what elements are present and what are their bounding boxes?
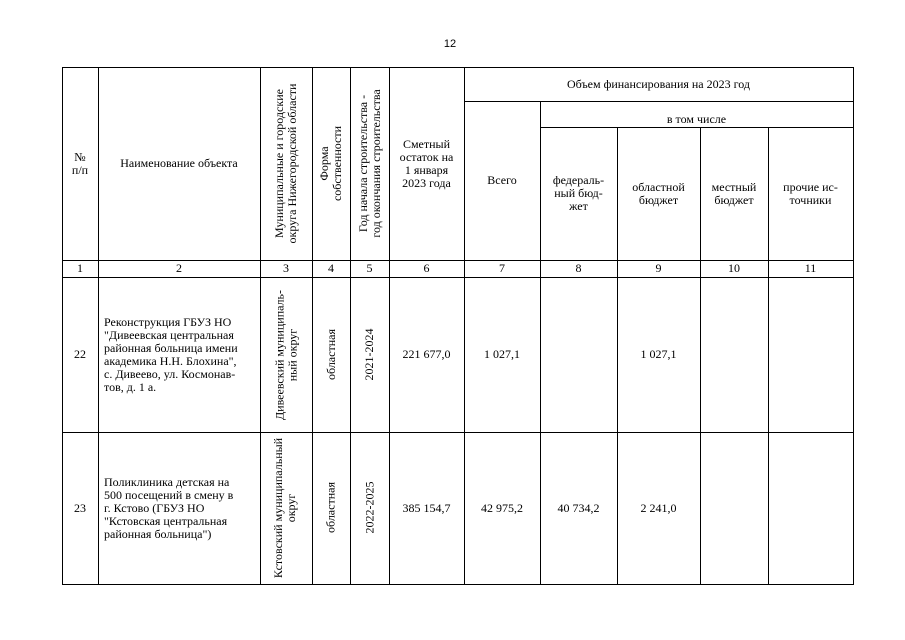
column-number: 6 xyxy=(423,261,430,275)
header-ownership: Форма собственности xyxy=(316,125,344,202)
header-years: Год начала строительства - год окончания строительства xyxy=(355,89,383,238)
col-line xyxy=(260,67,261,585)
header-district: Муниципальные и городские округа Нижегородской области xyxy=(271,83,299,244)
header-regional: областной бюджет xyxy=(632,179,685,207)
header-num: № п/п xyxy=(71,149,89,177)
page-number: 12 xyxy=(443,38,457,50)
header-other: прочие ис- точники xyxy=(783,179,838,207)
column-number: 8 xyxy=(575,261,582,275)
row-23-district: Кстовский муниципальный округ xyxy=(271,437,298,579)
row-23-federal: 40 734,2 xyxy=(557,500,600,515)
row-22-total: 1 027,1 xyxy=(484,347,520,361)
row-22-other xyxy=(768,277,853,432)
column-number: 4 xyxy=(328,261,334,275)
header-total: Всего xyxy=(487,173,517,187)
row-22-federal xyxy=(540,277,617,432)
row-23-name: Поликлиника детская на 500 посещений в смену в г. Кстово (ГБУЗ НО "Кстовская центральная районная больница") xyxy=(104,474,234,541)
col-line xyxy=(312,67,313,585)
table-border-bottom xyxy=(62,584,854,585)
row-23-ownership: областная xyxy=(323,482,338,533)
row-23-local xyxy=(700,432,768,584)
header-financing: Объем финансирования на 2023 год xyxy=(566,76,751,91)
row-22-local xyxy=(700,277,768,432)
header-name: Наименование объекта xyxy=(120,156,238,170)
row-23-total: 42 975,2 xyxy=(481,500,523,515)
header-including: в том числе xyxy=(666,111,727,126)
row-22-num: 22 xyxy=(74,347,86,361)
row-22-balance: 221 677,0 xyxy=(402,347,451,361)
row-23-other xyxy=(768,432,853,584)
column-number: 9 xyxy=(655,261,662,275)
row-23-balance: 385 154,7 xyxy=(402,500,451,515)
column-number: 11 xyxy=(804,261,817,275)
col-line xyxy=(350,67,351,585)
column-number: 10 xyxy=(728,261,740,275)
row-22-ownership: областная xyxy=(324,329,338,380)
column-number: 2 xyxy=(176,261,182,275)
row-23-years: 2022-2025 xyxy=(362,481,377,534)
column-number: 7 xyxy=(499,261,505,275)
header-federal: федераль- ный бюд- жет xyxy=(552,173,605,213)
column-number: 1 xyxy=(77,261,83,275)
row-22-years: 2021-2024 xyxy=(362,328,376,381)
row-22-name: Реконструкция ГБУЗ НО "Дивеевская центральная районная больница имени академика Н.Н. Блохина", с. Дивеево, ул. Космонав- тов, д. 1 а. xyxy=(104,314,238,394)
column-number: 3 xyxy=(283,261,289,275)
row-23-regional: 2 241,0 xyxy=(640,500,677,515)
column-number: 5 xyxy=(366,261,373,275)
row-22-regional: 1 027,1 xyxy=(640,347,677,361)
row-22-district: Дивеевский муниципаль- ный округ xyxy=(272,289,300,421)
header-local: местный бюджет xyxy=(711,179,757,207)
col-line xyxy=(853,67,854,585)
row-23-num: 23 xyxy=(74,500,86,515)
header-balance: Сметный остаток на 1 января 2023 года xyxy=(399,136,454,190)
